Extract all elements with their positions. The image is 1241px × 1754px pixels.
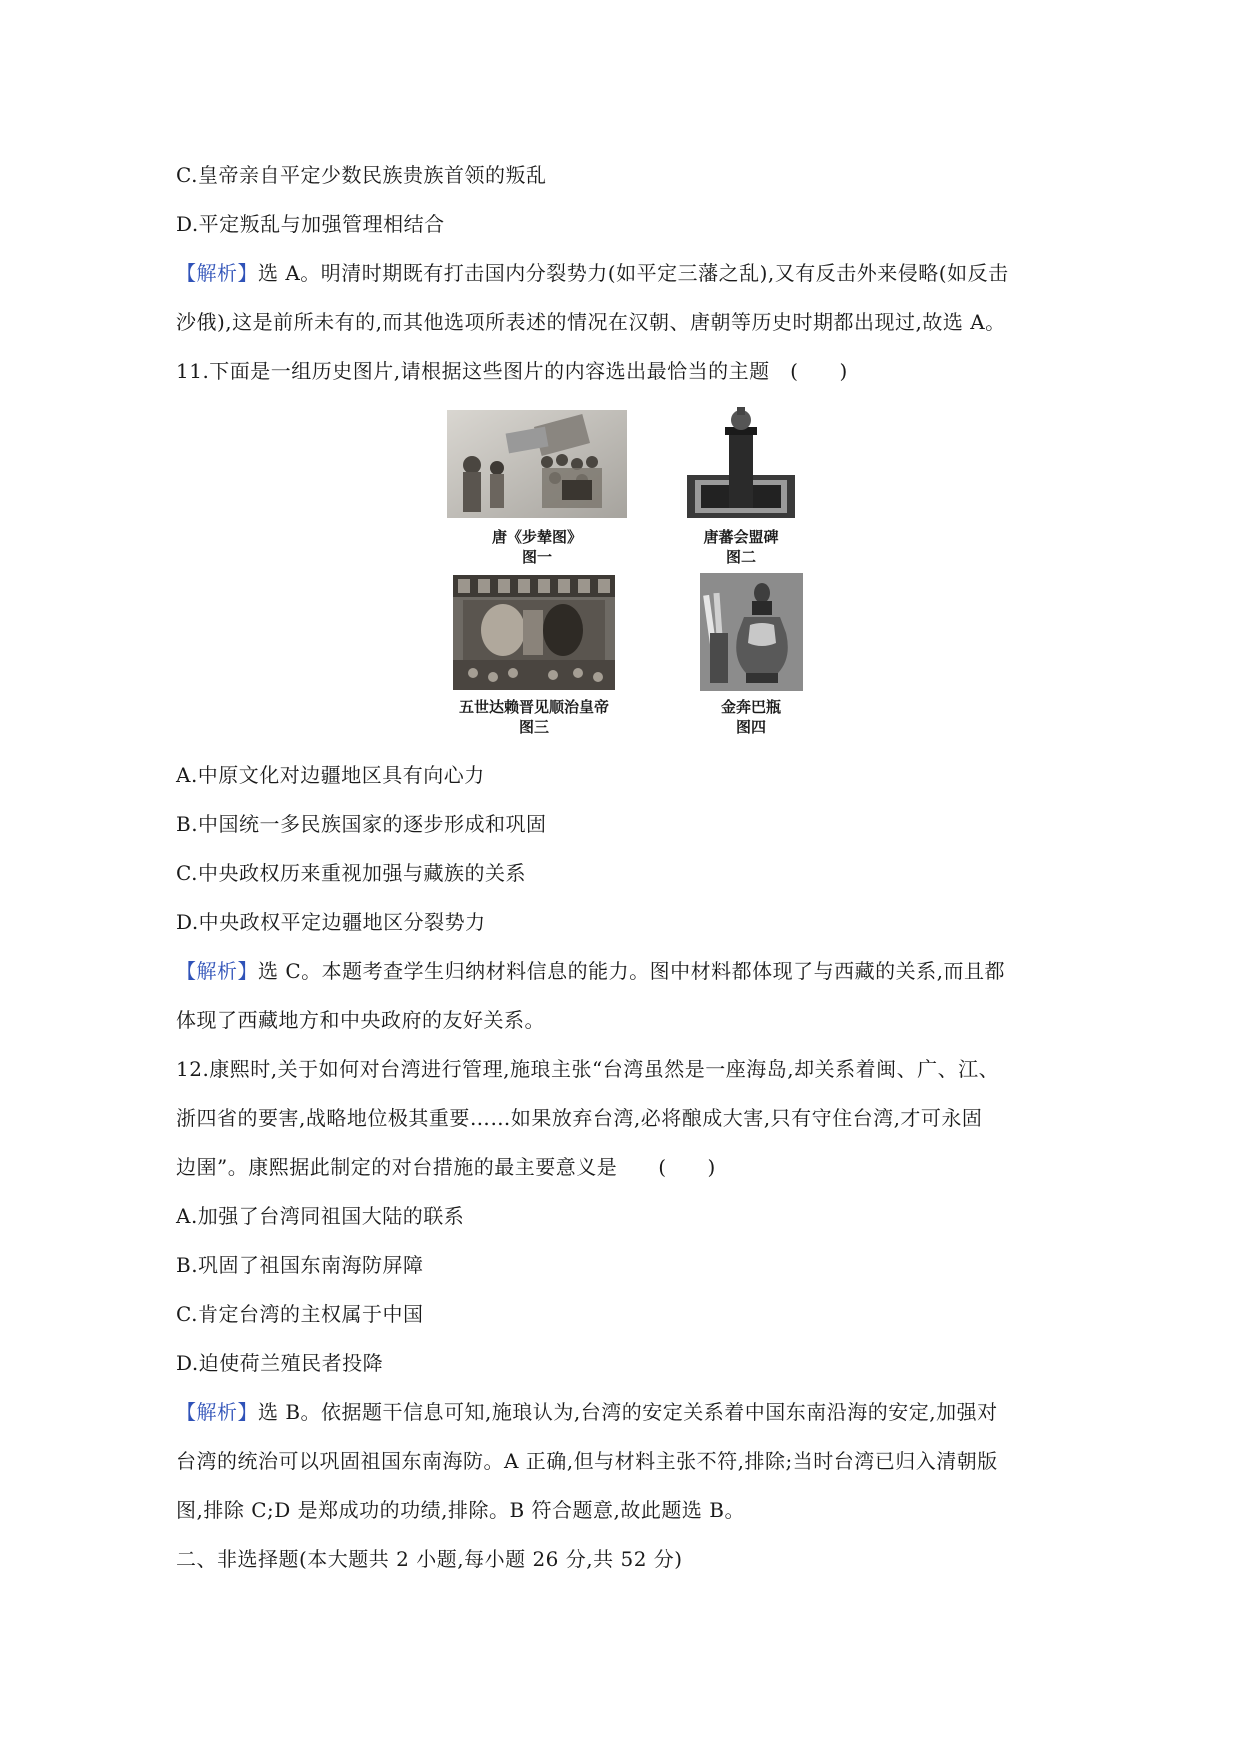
section-2-heading: 二、非选择题(本大题共 2 小题,每小题 26 分,共 52 分) [176, 1547, 683, 1571]
q12-stem-line-2: 浙四省的要害,战略地位极其重要……如果放弃台湾,必将酿成大害,只有守住台湾,才可永固 [176, 1106, 983, 1130]
figure-4-title: 金奔巴瓶 [720, 698, 781, 716]
analysis-text: 选 B。依据题干信息可知,施琅认为,台湾的安定关系着中国东南沿海的安定,加强对 [258, 1400, 998, 1424]
q12-stem-line-1: 12.康熙时,关于如何对台湾进行管理,施琅主张“台湾虽然是一座海岛,却关系着闽、广、江、 [176, 1057, 1000, 1081]
q11-analysis-line-1 [176, 958, 1005, 984]
figure-3-title: 五世达赖晋见顺治皇帝 [458, 698, 609, 716]
q12-option-b: B.巩固了祖国东南海防屏障 [176, 1253, 424, 1277]
q10-analysis-line-1 [176, 260, 1009, 286]
analysis-text: 选 C。本题考查学生归纳材料信息的能力。图中材料都体现了与西藏的关系,而且都 [258, 959, 1006, 983]
q12-stem-line-3: 边圉”。康熙据此制定的对台措施的最主要意义是 ( ) [176, 1155, 716, 1179]
q11-option-b: B.中国统一多民族国家的逐步形成和巩固 [176, 812, 547, 836]
figure-3-label: 图三 [518, 718, 549, 736]
q12-analysis-line-2: 台湾的统治可以巩固祖国东南海防。A 正确,但与材料主张不符,排除;当时台湾已归入清朝版 [176, 1449, 998, 1473]
q12-option-d: D.迫使荷兰殖民者投降 [176, 1351, 384, 1375]
q10-option-c: C.皇帝亲自平定少数民族贵族首领的叛乱 [176, 163, 547, 187]
figure-4-label: 图四 [735, 718, 766, 736]
q12-option-c: C.肯定台湾的主权属于中国 [176, 1302, 424, 1326]
q11-stem: 11.下面是一组历史图片,请根据这些图片的内容选出最恰当的主题 ( ) [176, 359, 848, 383]
analysis-tag: 【解析】 [176, 959, 258, 983]
q12-analysis-line-3: 图,排除 C;D 是郑成功的功绩,排除。B 符合题意,故此题选 B。 [176, 1498, 745, 1522]
figure-2-image [687, 405, 795, 518]
q11-option-c: C.中央政权历来重视加强与藏族的关系 [176, 861, 526, 885]
analysis-tag: 【解析】 [176, 1400, 258, 1424]
figure-1-label: 图一 [521, 548, 552, 566]
q12-analysis-line-1 [176, 1399, 998, 1425]
q10-option-d: D.平定叛乱与加强管理相结合 [176, 212, 445, 236]
figure-1-title: 唐《步辇图》 [491, 528, 582, 546]
figure-2-label: 图二 [725, 548, 756, 566]
analysis-text: 选 A。明清时期既有打击国内分裂势力(如平定三藩之乱),又有反击外来侵略(如反击 [258, 261, 1009, 285]
q11-option-a: A.中原文化对边疆地区具有向心力 [176, 763, 485, 787]
figure-2-title: 唐蕃会盟碑 [703, 528, 779, 546]
figure-1-image [447, 410, 627, 518]
analysis-tag: 【解析】 [176, 261, 258, 285]
q10-analysis-line-2: 沙俄),这是前所未有的,而其他选项所表述的情况在汉朝、唐朝等历史时期都出现过,故选 A。 [176, 310, 1006, 334]
figure-3-image [453, 575, 615, 690]
q12-option-a: A.加强了台湾同祖国大陆的联系 [176, 1204, 465, 1228]
q11-analysis-line-2: 体现了西藏地方和中央政府的友好关系。 [176, 1008, 545, 1032]
q11-option-d: D.中央政权平定边疆地区分裂势力 [176, 910, 486, 934]
figure-4-image [700, 573, 803, 691]
